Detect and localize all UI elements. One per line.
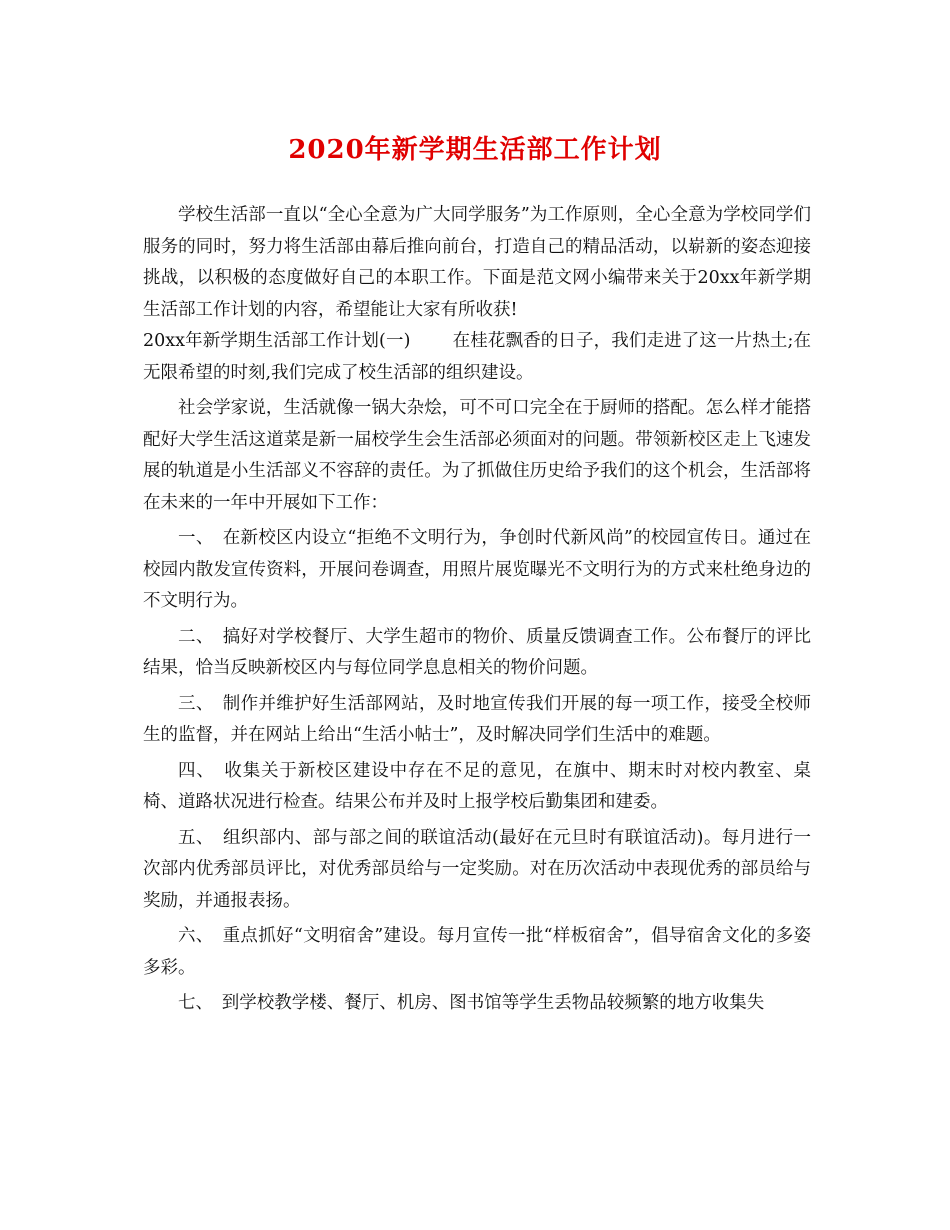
document-body (143, 200, 811, 1020)
list-item-3: 三、 制作并维护好生活部网站，及时地宣传我们开展的每一项工作，接受全校师生的监督，并在网站上给出“生活小帖士”，及时解决同学们生活中的难题。 (143, 693, 811, 745)
list-item-2: 二、 搞好对学校餐厅、大学生超市的物价、质量反馈调查工作。公布餐厅的评比结果，恰当反映新校区内与每位同学息息相关的物价问题。 (143, 626, 811, 678)
society-paragraph: 社会学家说，生活就像一锅大杂烩，可不可口完全在于厨师的搭配。怎么样才能搭配好大学生活这道菜是新一届校学生会生活部必须面对的问题。带领新校区走上飞速发展的轨道是小生活部义不容辞的责任。为了抓做住历史给予我们的这个机会，生活部将在未来的一年中开展如下工作： (143, 398, 811, 513)
list-item-7: 七、 到学校教学楼、餐厅、机房、图书馆等学生丢物品较频繁的地方收集失 (178, 993, 765, 1013)
list-item-5: 五、 组织部内、部与部之间的联谊活动(最好在元旦时有联谊活动)。每月进行一次部内优秀部员评比，对优秀部员给与一定奖励。对在历次活动中表现优秀的部员给与奖励，并通报表扬。 (143, 827, 811, 911)
document-title: 2020年新学期生活部工作计划 (288, 135, 662, 165)
intro-paragraph: 学校生活部一直以“全心全意为广大同学服务”为工作原则，全心全意为学校同学们服务的同时，努力将生活部由幕后推向前台，打造自己的精品活动，以崭新的姿态迎接挑战，以积极的态度做好自己的本职工作。下面是范文网小编带来关于20xx年新学期生活部工作计划的内容，希望能让大家有所收获! (143, 205, 811, 320)
list-item-6: 六、 重点抓好“文明宿舍”建设。每月宣传一批“样板宿舍”，倡导宿舍文化的多姿多彩。 (143, 926, 811, 978)
list-item-1: 一、 在新校区内设立“拒绝不文明行为，争创时代新风尚”的校园宣传日。通过在校园内散发宣传资料，开展问卷调查，用照片展览曝光不文明行为的方式来杜绝身边的不文明行为。 (143, 528, 811, 611)
section-paragraph (143, 326, 811, 389)
section-heading: 20xx年新学期生活部工作计划(一) (143, 331, 411, 351)
opening-text: 在桂花飘香的日子，我们走进了这一片热土;在无限希望的时刻,我们完成了校生活部的组织建设。 (143, 331, 811, 383)
list-item-4: 四、 收集关于新校区建设中存在不足的意见，在旗中、期末时对校内教室、桌椅、道路状况进行检查。结果公布并及时上报学校后勤集团和建委。 (143, 760, 811, 812)
